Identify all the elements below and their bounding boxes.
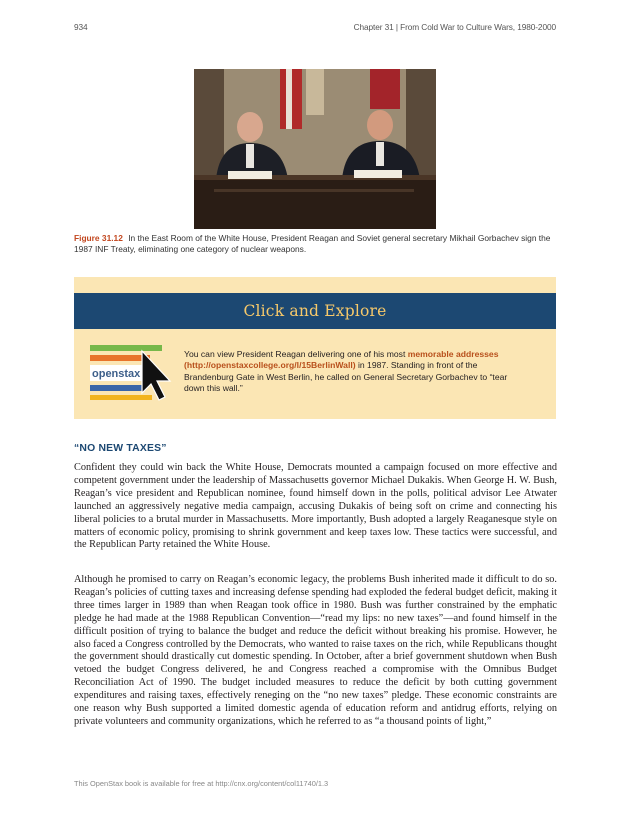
memorable-addresses-link[interactable]: memorable addresses (http://openstaxcollege.org/l/15BerlinWall) [184, 349, 499, 371]
click-and-explore-header [74, 293, 556, 329]
page-number: 934 [74, 22, 88, 32]
figure-caption-text: In the East Room of the White House, President Reagan and Soviet general secretary Mikhail Gorbachev sign the 1987 INF Treaty, eliminating one category of nuclear weapons. [74, 233, 551, 254]
figure-photo [194, 69, 436, 229]
treaty-signing-photo [194, 69, 436, 229]
openstax-logo-text: openstax [92, 368, 141, 380]
click-and-explore-text [184, 349, 526, 395]
figure-caption [74, 233, 556, 255]
body-paragraph-1: Confident they could win back the White House, Democrats mounted a campaign focused on more effective and competent government under the leadership of Massachusetts governor Michael Dukakis. When George H. W. Bush, Reagan’s vice president and Republican nominee, found himself down in the polls, political advisor Lee Atwater launched an aggressively negative media campaign, accusing Dukakis of being soft on crime and connecting his liberal policies to a brutal murder in Massachusetts. More importantly, Bush adopted a largely Reaganesque style on matters of economic policy, promising to shrink government and keep taxes low. These tactics were successful, and the Republican Party retained the White House. [74, 462, 557, 551]
explore-text-before: You can view President Reagan delivering one of his most [184, 349, 408, 359]
chapter-title: Chapter 31 | From Cold War to Culture Wars, 1980-2000 [353, 22, 556, 32]
click-and-explore-title: Click and Explore [243, 302, 387, 320]
click-and-explore-box [74, 277, 556, 419]
page-footer: This OpenStax book is available for free at http://cnx.org/content/col11740/1.3 [74, 779, 329, 788]
explore-text-after: in 1987. Standing in front of the Brandenburg Gate in West Berlin, he called on General Secretary Gorbachev to “tear down this wall.” [184, 360, 508, 394]
section-heading: “NO NEW TAXES” [74, 443, 167, 454]
figure-label: Figure 31.12 [74, 233, 123, 243]
openstax-cursor-icon [90, 343, 176, 401]
page-header [74, 22, 556, 34]
body-paragraph-2: Although he promised to carry on Reagan’s economic legacy, the problems Bush inherited made it difficult to do so. Reagan’s policies of cutting taxes and increasing defense spending had exploded the federal budget deficit, making it three times larger in 1989 than when Reagan took office in 1980. Bush was further constrained by the emphatic pledge he had made at the 1988 Republican Convention—“read my lips: no new taxes”—and found himself in the difficult position of trying to balance the budget and reduce the deficit without breaking his promise. However, he also faced a Congress controlled by the Democrats, who wanted to raise taxes on the rich, while Republicans thought the government should drastically cut domestic spending. In October, after a brief government shutdown when Bush vetoed the budget Congress delivered, he and Congress reached a compromise with the Omnibus Budget Reconciliation Act of 1990. The budget included measures to reduce the deficit by both cutting government expenditures and raising taxes, effectively reneging on the “no new taxes” pledge. These economic constraints are one reason why Bush supported a limited domestic agenda of education reform and antidrug efforts, relying on private volunteers and community organizations, which he referred to as “a thousand points of light,” [74, 574, 557, 727]
